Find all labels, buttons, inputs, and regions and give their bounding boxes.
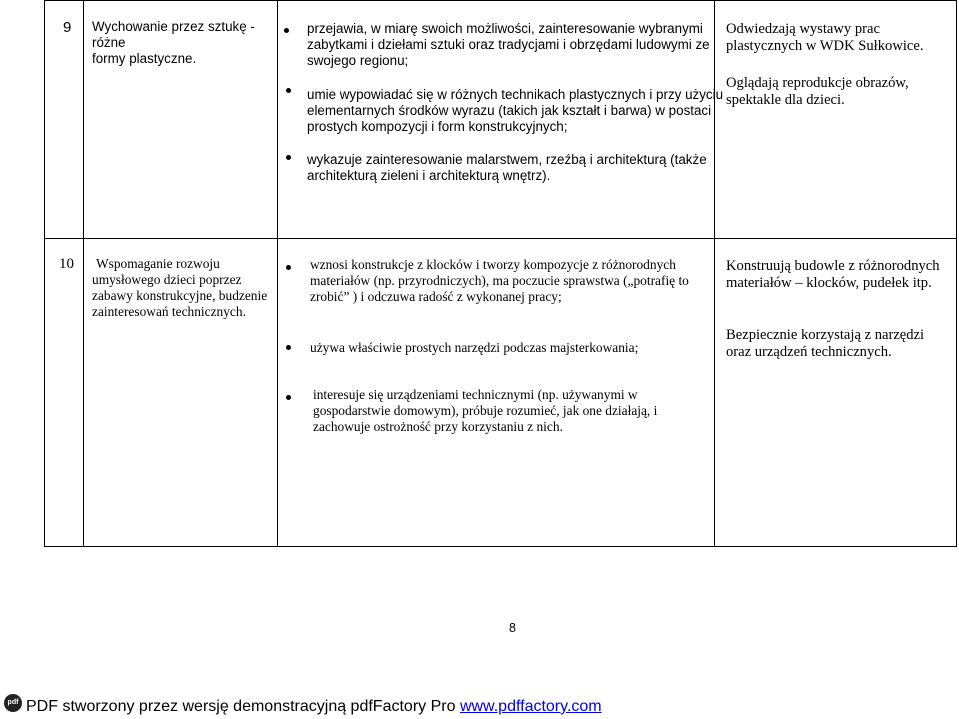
goal-item — [307, 87, 727, 135]
area-line: zainteresowań technicznych. — [92, 304, 246, 319]
table-border-left — [44, 0, 45, 547]
goal-line: swojego regionu; — [307, 53, 409, 68]
goal-item — [310, 340, 730, 356]
row-area — [92, 256, 282, 320]
footer-text — [26, 698, 602, 716]
area-line: Wychowanie przez sztukę - różne — [92, 19, 255, 50]
column-divider-number — [83, 0, 84, 547]
pdf-footer — [0, 690, 959, 719]
goal-line: interesuje się urządzeniami technicznymi (np. używanymi w — [313, 387, 638, 402]
goal-item — [307, 21, 727, 69]
page-number: 8 — [509, 621, 516, 635]
goal-line: elementarnych środków wyrazu (takich jak kształt i barwa) w postaci — [307, 103, 712, 118]
activity-line: oraz urządzeń technicznych. — [726, 344, 892, 360]
goal-line: zabytkami i dziełami sztuki oraz tradycjami i obrzędami ludowymi ze — [307, 37, 710, 52]
area-line: zabawy konstrukcyjne, budzenie — [92, 288, 268, 303]
activity-line: plastycznych w WDK Sułkowice. — [726, 38, 924, 54]
goal-line: używa właściwie prostych narzędzi podczas majsterkowania; — [310, 340, 639, 355]
table-border-right — [956, 0, 957, 547]
goal-line: wznosi konstrukcje z klocków i tworzy kompozycje z różnorodnych — [310, 257, 676, 272]
goal-line: wykazuje zainteresowanie malarstwem, rzeźbą i architekturą (także — [307, 152, 707, 167]
row-number: 10 — [59, 256, 74, 272]
footer-link[interactable]: www.pdffactory.com — [459, 698, 602, 715]
bullet-icon — [284, 28, 289, 33]
bullet-icon — [286, 265, 291, 270]
goal-line: prostych kompozycji i form konstrukcyjnych; — [307, 119, 568, 134]
activity-item — [726, 21, 954, 55]
bullet-icon — [286, 88, 291, 93]
activity-line: materiałów – klocków, pudełek itp. — [726, 275, 932, 291]
goal-item — [310, 257, 730, 305]
activity-line: spektakle dla dzieci. — [726, 92, 845, 108]
row-number: 9 — [63, 19, 72, 36]
table-border-bottom — [44, 546, 957, 547]
activity-line: Oglądają reprodukcje obrazów, — [726, 75, 909, 91]
area-line: formy plastyczne. — [92, 51, 197, 66]
goal-line: zrobić” ) i odczuwa radość z wykonanej pracy; — [310, 289, 562, 304]
activity-line: Bezpiecznie korzystają z narzędzi — [726, 327, 925, 343]
goal-line: architekturą zieleni i architekturą wnętrz). — [307, 168, 551, 183]
goal-item — [307, 152, 727, 184]
row-border-top — [44, 0, 957, 1]
bullet-icon — [286, 395, 291, 400]
activity-line: Odwiedzają wystawy prac — [726, 21, 880, 37]
row-divider — [44, 238, 957, 239]
activity-item — [726, 258, 956, 292]
row-area — [92, 19, 282, 67]
goal-line: zachowuje ostrożność przy korzystaniu z nich. — [313, 419, 563, 434]
footer-prefix: PDF stworzony przez wersję demonstracyjną pdfFactory Pro — [26, 698, 460, 715]
activity-item — [726, 327, 956, 361]
bullet-icon — [286, 345, 291, 350]
goal-item — [313, 387, 733, 435]
goal-line: materiałów (np. przyrodniczych), ma poczucie sprawstwa („potrafię to — [310, 273, 689, 288]
area-line: Wspomaganie rozwoju — [96, 256, 220, 271]
goal-line: przejawia, w miarę swoich możliwości, zainteresowanie wybranymi — [307, 21, 703, 36]
goal-line: gospodarstwie domowym), próbuje rozumieć, jak one działają, i — [313, 403, 658, 418]
activity-line: Konstruują budowle z różnorodnych — [726, 258, 940, 274]
bullet-icon — [286, 155, 291, 160]
activity-item — [726, 75, 954, 109]
pdf-logo-icon: pdf — [4, 694, 22, 712]
goal-line: umie wypowiadać się w różnych technikach plastycznych i przy użyciu — [307, 87, 724, 102]
area-line: umysłowego dzieci poprzez — [92, 272, 242, 287]
